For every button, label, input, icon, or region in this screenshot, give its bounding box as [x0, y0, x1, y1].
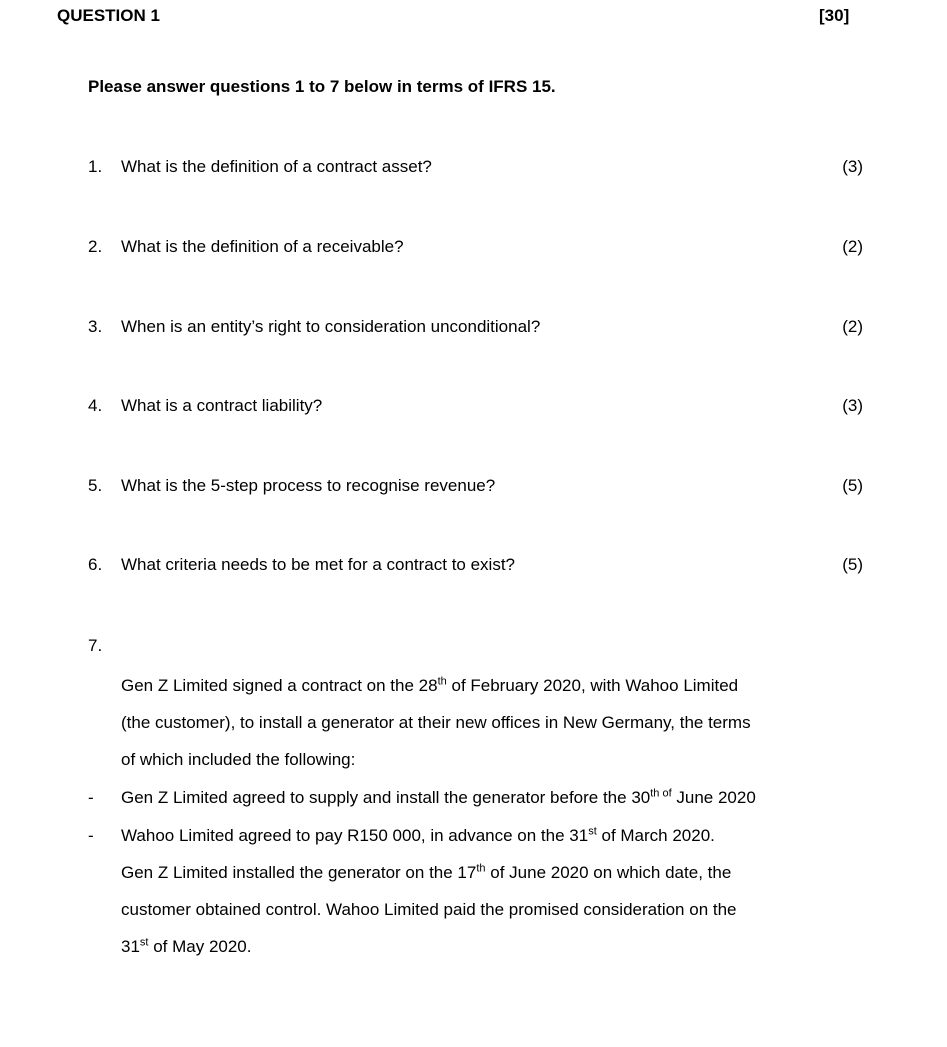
question-marks: (5) [842, 476, 863, 495]
question-number: 1. [88, 157, 103, 176]
total-marks: [30] [819, 6, 850, 25]
scenario-line: Gen Z Limited signed a contract on the 28th of February 2020, with Wahoo Limited [121, 675, 739, 695]
question-marks: (5) [842, 555, 863, 574]
question-marks: (3) [842, 157, 863, 176]
question-marks: (3) [842, 396, 863, 415]
scenario-line: (the customer), to install a generator at their new offices in New Germany, the terms [121, 713, 751, 732]
bullet-item: Gen Z Limited agreed to supply and install the generator before the $30^{th of}$ June 2020 [121, 787, 756, 807]
question-marks: (2) [842, 237, 863, 256]
question-text: What is a contract liability? [121, 396, 323, 415]
bullet-dash: - [88, 826, 94, 845]
scenario-line: Gen Z Limited installed the generator on the 17th of June 2020 on which date, the [121, 862, 732, 882]
question-number: 5. [88, 476, 103, 495]
bullet-item: Wahoo Limited agreed to pay R150 000, in advance on the 31st of March 2020. [121, 825, 715, 845]
scenario-line: customer obtained control. Wahoo Limited paid the promised consideration on the [121, 900, 737, 919]
instruction: Please answer questions 1 to 7 below in terms of IFRS 15. [88, 77, 556, 96]
question-number: 6. [88, 555, 103, 574]
question-text: What is the definition of a contract asset? [121, 157, 432, 176]
question-title: QUESTION 1 [57, 6, 160, 25]
scenario-line: 31st of May 2020. [121, 936, 252, 956]
question-number: 4. [88, 396, 103, 415]
question-number: 7. [88, 636, 103, 655]
question-number: 3. [88, 317, 103, 336]
question-text: When is an entity’s right to consideration unconditional? [121, 317, 541, 336]
question-marks: (2) [842, 317, 863, 336]
question-number: 2. [88, 237, 103, 256]
bullet-dash: - [88, 788, 94, 807]
question-text: What criteria needs to be met for a contract to exist? [121, 555, 516, 574]
question-text: What is the definition of a receivable? [121, 237, 404, 256]
question-text: What is the 5-step process to recognise revenue? [121, 476, 496, 495]
scenario-line: of which included the following: [121, 750, 356, 769]
